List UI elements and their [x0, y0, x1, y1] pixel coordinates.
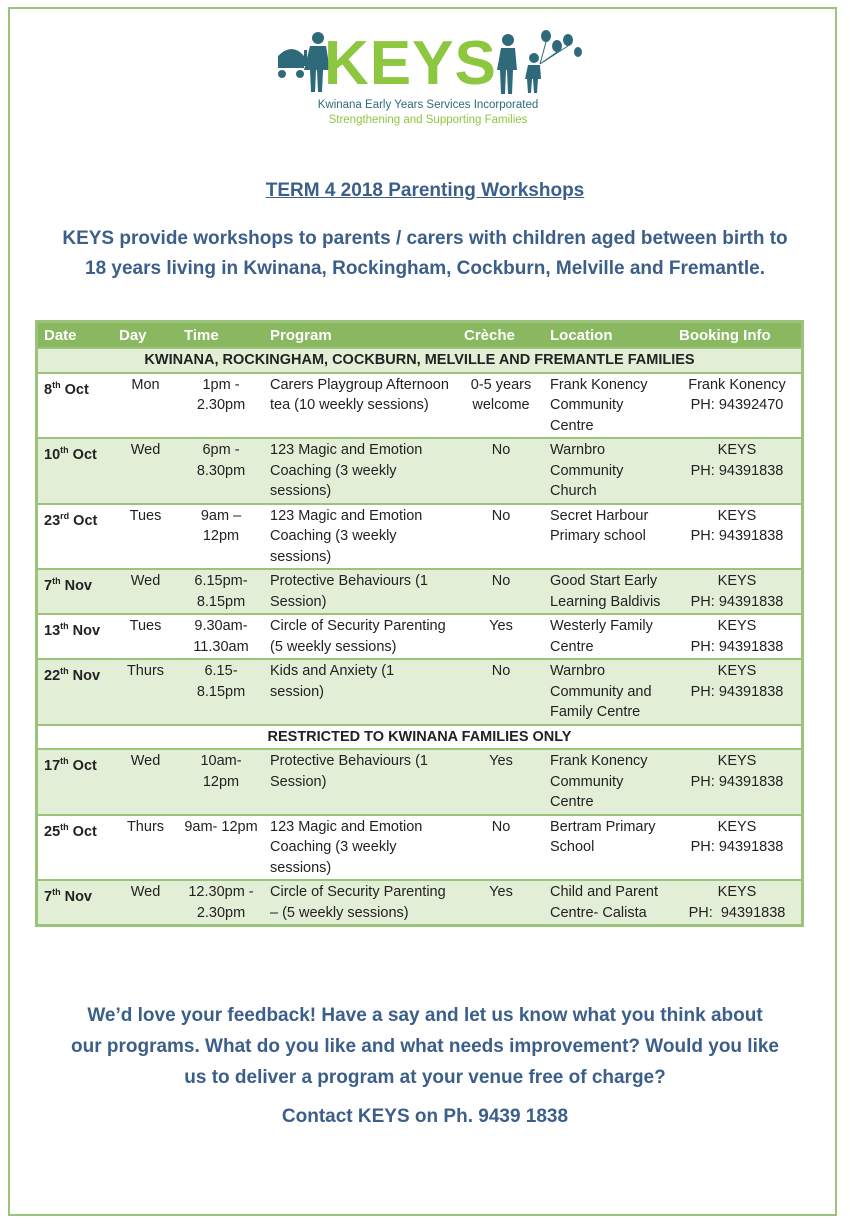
program-cell: Circle of Security Parenting (5 weekly sessions): [264, 614, 458, 659]
feedback-text: We’d love your feedback! Have a say and let us know what you think about our programs. What do you like and what needs improvement? Would you like us to deliver a program at your venue free of charge?: [70, 1005, 780, 1088]
date-day-number: 7: [44, 888, 53, 905]
workshop-table: [35, 320, 804, 927]
header-day: Day: [113, 322, 178, 349]
booking-name: KEYS: [717, 663, 757, 679]
location-cell: Good Start Early Learning Baldivis: [544, 569, 673, 614]
creche-cell: 0-5 years welcome: [458, 373, 544, 439]
program-cell: Protective Behaviours (1 Session): [264, 749, 458, 815]
program-cell: Circle of Security Parenting – (5 weekly sessions): [264, 880, 458, 926]
date-month: Oct: [68, 757, 97, 774]
table-row: [37, 659, 803, 725]
booking-name: KEYS: [717, 573, 757, 589]
booking-phone: PH: 94391838: [690, 462, 784, 479]
day-cell: Thurs: [113, 659, 178, 725]
date-day-number: 23: [44, 512, 61, 529]
day-cell: Mon: [113, 373, 178, 439]
header-creche: Crèche: [458, 322, 544, 349]
creche-cell: Yes: [458, 614, 544, 659]
program-cell: 123 Magic and Emotion Coaching (3 weekly sessions): [264, 504, 458, 570]
time-cell: 6.15pm- 8.15pm: [178, 569, 264, 614]
keys-logo: [272, 28, 584, 132]
date-suffix: th: [60, 666, 69, 676]
day-cell: Tues: [113, 614, 178, 659]
date-cell: [37, 815, 114, 881]
table-row: [37, 815, 803, 881]
date-suffix: th: [52, 887, 61, 897]
booking-cell: [673, 614, 803, 659]
table-row: [37, 614, 803, 659]
creche-cell: No: [458, 438, 544, 504]
creche-cell: No: [458, 569, 544, 614]
date-cell: [37, 749, 114, 815]
day-cell: Wed: [113, 569, 178, 614]
booking-phone: PH: 94391838: [688, 904, 786, 921]
time-cell: 12.30pm - 2.30pm: [178, 880, 264, 926]
logo-tagline: Strengthening and Supporting Families: [328, 114, 528, 126]
day-cell: Wed: [113, 749, 178, 815]
program-cell: Carers Playgroup Afternoon tea (10 weekly sessions): [264, 373, 458, 439]
date-day-number: 10: [44, 446, 61, 463]
location-cell: Frank Konency Community Centre: [544, 373, 673, 439]
day-cell: Wed: [113, 438, 178, 504]
date-day-number: 22: [44, 667, 61, 684]
table-row: [37, 749, 803, 815]
table-row: [37, 504, 803, 570]
contact-text: Contact KEYS on Ph. 9439 1838: [281, 1106, 569, 1127]
day-cell: Wed: [113, 880, 178, 926]
booking-phone: PH: 94391838: [690, 638, 784, 655]
time-cell: 10am- 12pm: [178, 749, 264, 815]
location-cell: Frank Konency Community Centre: [544, 749, 673, 815]
booking-cell: [673, 749, 803, 815]
date-cell: [37, 373, 114, 439]
time-cell: 6pm - 8.30pm: [178, 438, 264, 504]
logo-wordmark: KEYS: [324, 29, 497, 98]
booking-name: KEYS: [717, 753, 757, 769]
date-suffix: th: [60, 756, 69, 766]
table-row: [37, 373, 803, 439]
time-cell: 1pm - 2.30pm: [178, 373, 264, 439]
booking-phone: PH: 94392470: [690, 397, 784, 413]
date-cell: [37, 438, 114, 504]
location-cell: Child and Parent Centre- Calista: [544, 880, 673, 926]
program-cell: 123 Magic and Emotion Coaching (3 weekly sessions): [264, 815, 458, 881]
time-cell: 9am – 12pm: [178, 504, 264, 570]
table-section-heading: [37, 725, 803, 750]
time-cell: 9am- 12pm: [178, 815, 264, 881]
date-cell: [37, 659, 114, 725]
creche-cell: Yes: [458, 880, 544, 926]
creche-cell: No: [458, 659, 544, 725]
booking-phone: PH: 94391838: [690, 773, 784, 790]
date-month: Oct: [60, 381, 89, 398]
date-suffix: th: [60, 821, 69, 832]
date-cell: [37, 569, 114, 614]
table-header-row: [37, 322, 803, 349]
date-month: Nov: [68, 622, 101, 639]
date-cell: [37, 614, 114, 659]
logo-org-name: Kwinana Early Years Services Incorporated: [317, 99, 539, 111]
date-day-number: 8: [44, 381, 53, 398]
table-row: [37, 438, 803, 504]
booking-cell: [673, 569, 803, 614]
booking-name: Frank Konency: [688, 376, 786, 393]
booking-name: KEYS: [717, 507, 757, 524]
header-program: Program: [264, 322, 458, 349]
program-cell: Kids and Anxiety (1 session): [264, 659, 458, 725]
date-month: Nov: [68, 667, 101, 684]
header-time: Time: [178, 322, 264, 349]
location-cell: Westerly Family Centre: [544, 614, 673, 659]
header-date: Date: [37, 322, 114, 349]
date-day-number: 25: [44, 823, 61, 840]
location-cell: Bertram Primary School: [544, 815, 673, 881]
booking-cell: [673, 880, 803, 926]
date-month: Nov: [60, 577, 92, 594]
date-day-number: 13: [44, 622, 61, 639]
booking-phone: PH: 94391838: [690, 593, 784, 610]
date-day-number: 7: [44, 577, 53, 594]
date-month: Oct: [68, 823, 97, 840]
time-cell: 6.15- 8.15pm: [178, 659, 264, 725]
date-month: Nov: [60, 888, 92, 905]
location-cell: Warnbro Community Church: [544, 438, 673, 504]
booking-phone: PH: 94391838: [690, 839, 784, 855]
date-cell: [37, 880, 114, 926]
date-month: Oct: [68, 446, 97, 463]
booking-cell: [673, 815, 803, 881]
creche-cell: No: [458, 815, 544, 881]
booking-name: KEYS: [717, 818, 757, 835]
intro-text: KEYS provide workshops to parents / carers with children aged between birth to 18 years living in Kwinana, Rockingham, Cockburn, Melville and Fremantle.: [62, 228, 788, 279]
booking-name: KEYS: [717, 884, 757, 900]
date-suffix: th: [60, 445, 69, 455]
header-location: Location: [544, 322, 673, 349]
booking-phone: PH: 94391838: [690, 528, 784, 544]
booking-name: KEYS: [717, 442, 757, 458]
date-day-number: 17: [44, 757, 61, 774]
table-row: [37, 880, 803, 926]
booking-phone: PH: 94391838: [690, 683, 784, 700]
creche-cell: No: [458, 504, 544, 570]
section-label: KWINANA, ROCKINGHAM, COCKBURN, MELVILLE AND FREMANTLE FAMILIES: [37, 348, 803, 373]
date-suffix: th: [52, 379, 61, 390]
booking-cell: [673, 438, 803, 504]
booking-cell: [673, 659, 803, 725]
date-month: Oct: [69, 512, 98, 529]
creche-cell: Yes: [458, 749, 544, 815]
location-cell: Secret Harbour Primary school: [544, 504, 673, 570]
date-suffix: th: [52, 576, 61, 586]
date-cell: [37, 504, 114, 570]
section-label: RESTRICTED TO KWINANA FAMILIES ONLY: [37, 725, 803, 750]
program-cell: Protective Behaviours (1 Session): [264, 569, 458, 614]
date-suffix: rd: [60, 510, 70, 521]
booking-name: KEYS: [717, 618, 757, 634]
table-section-heading: [37, 348, 803, 373]
booking-cell: [673, 373, 803, 439]
day-cell: Tues: [113, 504, 178, 570]
program-cell: 123 Magic and Emotion Coaching (3 weekly sessions): [264, 438, 458, 504]
page-title: TERM 4 2018 Parenting Workshops: [265, 180, 585, 201]
header-booking: Booking Info: [673, 322, 803, 349]
location-cell: Warnbro Community and Family Centre: [544, 659, 673, 725]
booking-cell: [673, 504, 803, 570]
day-cell: Thurs: [113, 815, 178, 881]
time-cell: 9.30am- 11.30am: [178, 614, 264, 659]
table-row: [37, 569, 803, 614]
date-suffix: th: [60, 621, 69, 631]
